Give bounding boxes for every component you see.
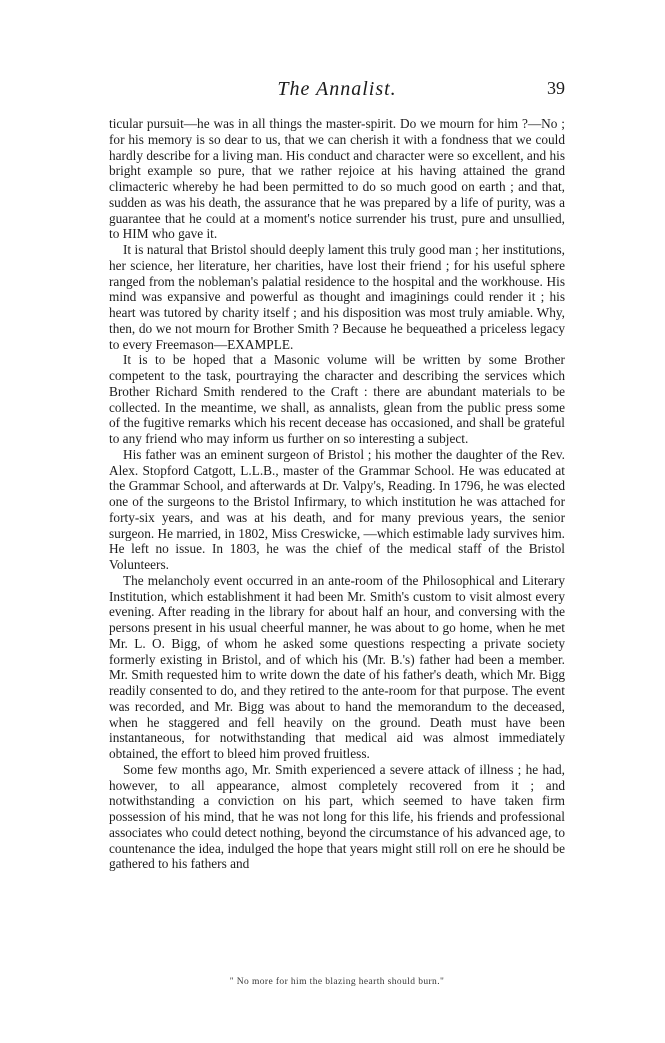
paragraph-2: It is natural that Bristol should deeply lament this truly good man ; her institutions, her science, her literature, her charities, have lost their friend ; for his useful sphere ranged from the nobleman's palatial residence to the hospital and the workhouse. His mind was expansive and powerful as thought and imaginings could render it ; his heart was tutored by charity itself ; and his disposition was most truly amiable. Why, then, do we not mourn for Brother Smith ? Because he bequeathed a priceless legacy to every Freemason—EXAMPLE.	[109, 242, 565, 352]
page-number: 39	[547, 78, 565, 98]
running-head	[109, 78, 565, 100]
footer-quote: " No more for him the blazing hearth should burn."	[229, 977, 445, 987]
paragraph-1: ticular pursuit—he was in all things the master-spirit. Do we mourn for him ?—No ; for his memory is so dear to us, that we can cherish it with a fondness that we could hardly describe for a living man. His conduct and character were so excellent, and his bright example so pure, that we rather rejoice at his having attained the grand climacteric whereby he had been permitted to do so much good on earth ; and that, sudden as was his death, the assurance that he was prepared by a life of purity, was a guarantee that he could at a moment's notice surrender his trust, pure and unsullied, to HIM who gave it.	[109, 116, 565, 242]
paragraph-3: It is to be hoped that a Masonic volume will be written by some Brother competent to the task, pourtraying the character and describing the services which Brother Richard Smith rendered to the Craft : there are abundant materials to be collected. In the meantime, we shall, as annalists, glean from the public press some of the fugitive remarks which his recent decease has occasioned, and shall be grateful to any friend who may inform us further on so interesting a subject.	[109, 352, 565, 446]
paragraph-4: His father was an eminent surgeon of Bristol ; his mother the daughter of the Rev. Alex. Stopford Catgott, L.L.B., master of the Grammar School. He was educated at the Grammar School, and afterwards at Dr. Valpy's, Reading. In 1796, he was elected one of the surgeons to the Bristol Infirmary, to which institution he was attached for forty-six years, and was at his death, and for many previous years, the senior surgeon. He married, in 1802, Miss Creswicke, —which estimable lady survives him. He left no issue. In 1803, he was the chief of the medical staff of the Bristol Volunteers.	[109, 446, 565, 572]
running-title: The Annalist.	[277, 78, 397, 100]
paragraph-6: Some few months ago, Mr. Smith experienced a severe attack of illness ; he had, however, to all appearance, almost completely recovered from it ; and notwithstanding a conviction on his part, which seemed to have taken firm possession of his mind, that he was not long for this life, his friends and professional associates who could detect nothing, beyond the circumstance of his advanced age, to countenance the idea, indulged the hope that years might still roll on ere he should be gathered to his fathers and	[109, 761, 565, 872]
body-text	[109, 116, 565, 872]
paragraph-5: The melancholy event occurred in an ante-room of the Philosophical and Literary Institution, which establishment it had been Mr. Smith's custom to visit almost every evening. After reading in the library for about half an hour, and conversing with the persons present in his usual cheerful manner, he was about to go home, when he met Mr. L. O. Bigg, of whom he asked some questions respecting a private society formerly existing in Bristol, and of which his (Mr. B.'s) father had been a member. Mr. Smith requested him to write down the date of his father's death, which Mr. Bigg readily consented to do, and they retired to the ante-room for that purpose. The event was recorded, and Mr. Bigg was about to hand the memorandum to the deceased, when he staggered and fell heavily on the ground. Death must have been instantaneous, for notwithstanding that medical aid was almost immediately obtained, the effort to bleed him proved fruitless.	[109, 572, 565, 761]
